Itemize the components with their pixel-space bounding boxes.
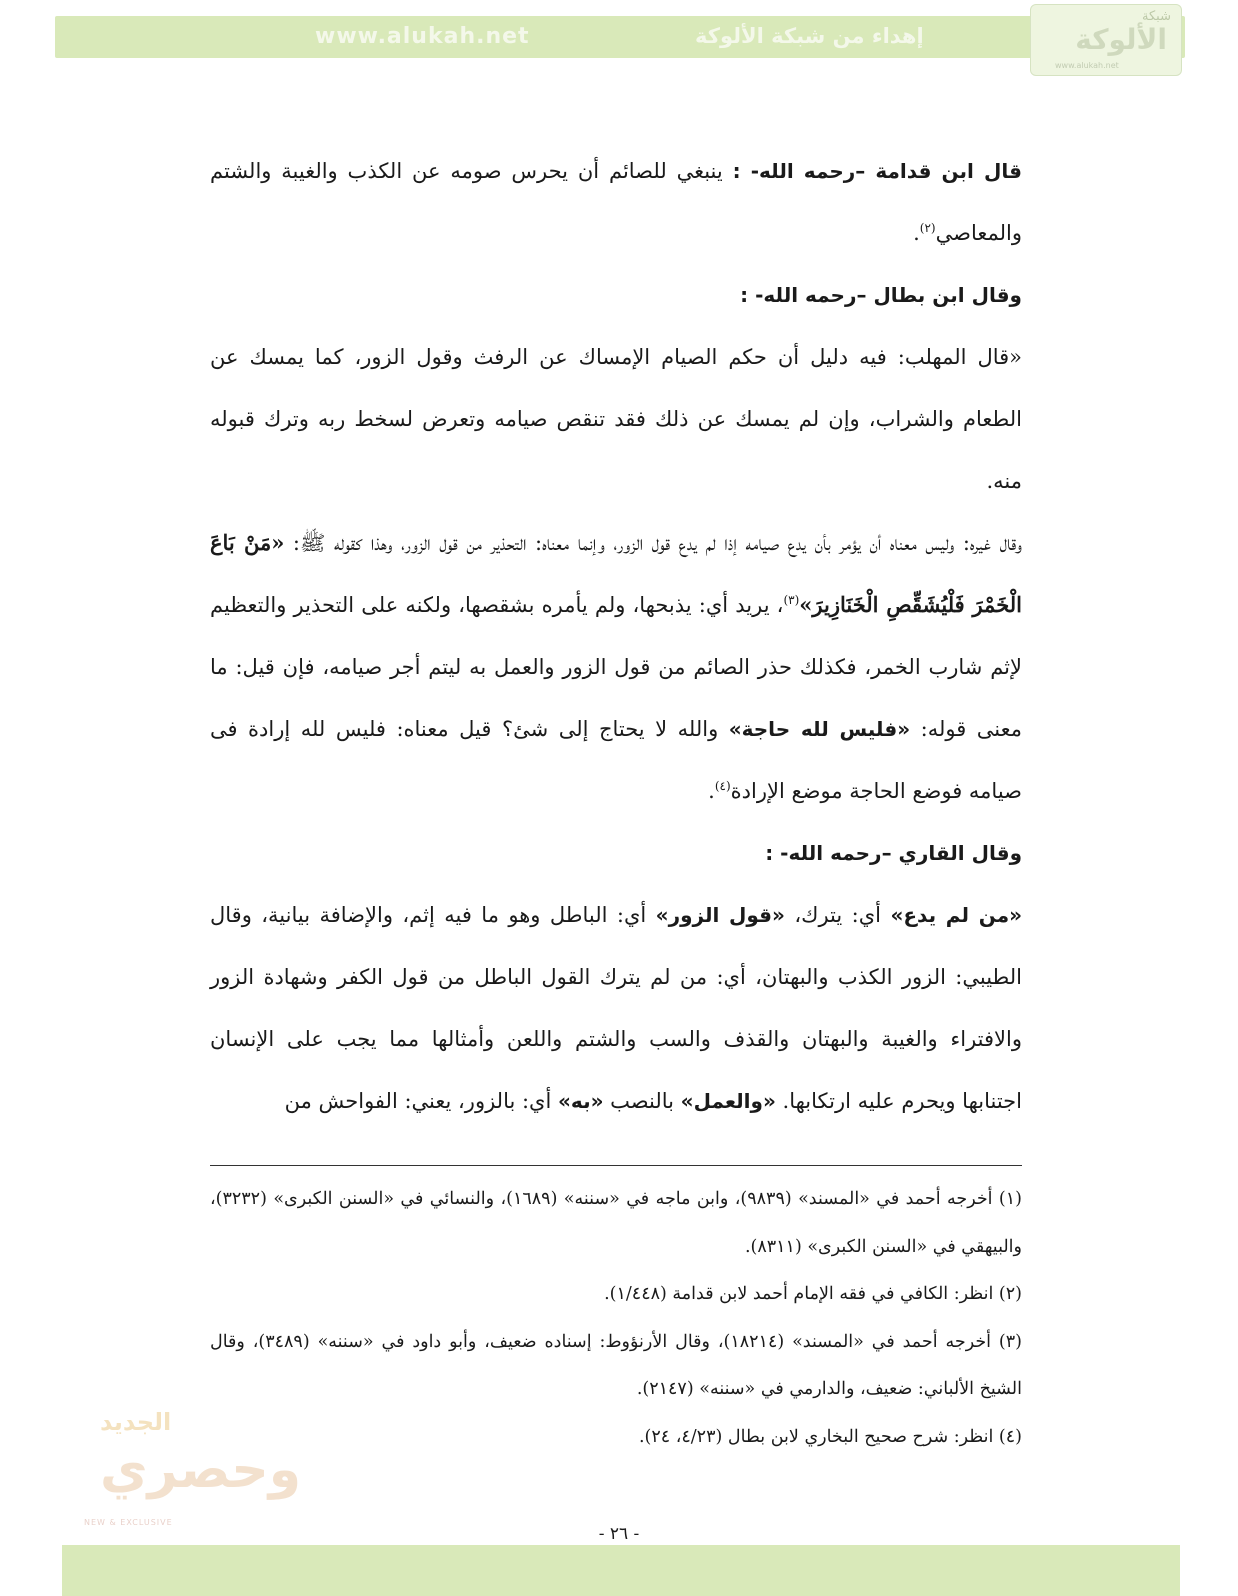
bold-quote: «والعمل» (680, 1089, 776, 1113)
paragraph-ibn-qudama (210, 140, 1022, 264)
logo-line2: الألوكة (1075, 23, 1167, 56)
header-banner (55, 16, 1185, 58)
speaker-label: وقال القاري –رحمه الله- : (765, 841, 1022, 865)
logo-line1: شبكة (1142, 9, 1171, 24)
paragraph-text: ، يريد أي: يذبحها، ولم يأمره بشقصها، ولكنه على التحذير والتعظيم لإثم شارب الخمر، فكذلك حذر الصائم من قول الزور والعمل به ليتم أجر صيامه، فإن قيل: ما معنى قوله: (210, 593, 1022, 741)
footnote-3: (٣) أخرجه أحمد في «المسند» (١٨٢١٤)، وقال الأرنؤوط: إسناده ضعيف، وأبو داود في «سننه» (٣٤٨٩)، وقال الشيخ الألباني: ضعيف، والدارمي في «سننه» (٢١٤٧). (210, 1331, 1022, 1399)
new-exclusive-stamp (80, 1400, 302, 1530)
bold-quote: «من لم يدع» (890, 903, 1022, 927)
paragraph-qari (210, 884, 1022, 1132)
speaker-label: وقال ابن بطال –رحمه الله- : (740, 283, 1022, 307)
footnote-ref-3[interactable]: (٣) (783, 593, 800, 607)
heading-qari (210, 822, 1022, 884)
footnote-4: (٤) انظر: شرح صحيح البخاري لابن بطال (٤/٢٣، ٢٤). (638, 1426, 1022, 1447)
paragraph-text: وقال غيره: وليس معناه أن يؤمر بأن يدع صيامه إذا لم يدع قول الزور، وإنما معناه: التحذير من قول الزور، وهذا كقوله ﷺ: (284, 531, 1023, 555)
paragraph-text: والله لا يحتاج إلى شئ؟ قيل معناه: فليس لله إرادة فى صيامه فوضع الحاجة موضع الإرادة (210, 717, 1022, 803)
footnote-2: (٢) انظر: الكافي في فقه الإمام أحمد لابن قدامة (١/٤٤٨). (604, 1284, 1022, 1304)
alukah-logo (1030, 4, 1182, 76)
hadith-quote: «مَنْ بَاعَ الْخَمْرَ فَلْيُشَقِّصِ الْخَنَازِيرَ» (210, 530, 1022, 617)
site-url[interactable]: www.alukah.net (315, 24, 530, 49)
paragraph-text: أي: الباطل وهو ما فيه إثم، والإضافة بيانية، وقال الطيبي: الزور الكذب والبهتان، أي: من لم يترك القول الباطل من قول الكفر وشهادة الزور والافتراء والغيبة والبهتان والقذف والسب والشتم واللعن وأمثالها مما يجب على الإنسان اجتنابها ويحرم عليه ارتكابها. (210, 903, 1022, 1113)
bold-quote: «قول الزور» (655, 903, 785, 927)
logo-url: www.alukah.net (1055, 61, 1119, 70)
paragraph-text: أي: بالزور، يعني: الفواحش من (284, 1089, 559, 1113)
heading-ibn-battal (210, 264, 1022, 326)
page-number: - ٢٦ - (598, 1524, 640, 1544)
footnote-ref-2[interactable]: (٢) (919, 221, 936, 235)
main-text (210, 140, 1022, 1132)
punct: . (708, 779, 715, 803)
paragraph-text: ينبغي للصائم أن يحرس صومه عن الكذب والغيبة والشتم والمعاصي (210, 159, 1022, 245)
paragraph-text: بالنصب (603, 1089, 681, 1113)
stamp-main: وحصري (100, 1440, 302, 1500)
footer-bar (62, 1545, 1180, 1596)
paragraph-other-opinion (210, 512, 1022, 822)
punct: . (913, 221, 920, 245)
stamp-bottom: NEW & EXCLUSIVE (84, 1518, 173, 1527)
footnote-ref-4[interactable]: (٤) (714, 779, 731, 793)
gift-text: إهداء من شبكة الألوكة (695, 24, 924, 48)
speaker-label: قال ابن قدامة –رحمه الله- : (732, 159, 1023, 183)
stamp-top: الجديد (100, 1408, 172, 1436)
bold-quote: «فليس لله حاجة» (728, 717, 911, 741)
bold-quote: «به» (558, 1089, 604, 1113)
footnotes (210, 1165, 1022, 1461)
paragraph-muhallab: «قال المهلب: فيه دليل أن حكم الصيام الإمساك عن الرفث وقول الزور، كما يمسك عن الطعام والشراب، وإن لم يمسك عن ذلك فقد تنقص صيامه وتعرض لسخط ربه وترك قبوله منه. (210, 345, 1022, 493)
footnote-1: (١) أخرجه أحمد في «المسند» (٩٨٣٩)، وابن ماجه في «سننه» (١٦٨٩)، والنسائي في «السنن الكبرى» (٣٢٣٢)، والبيهقي في «السنن الكبرى» (٨٣١١). (210, 1189, 1022, 1257)
paragraph-text: أي: يترك، (784, 903, 891, 927)
